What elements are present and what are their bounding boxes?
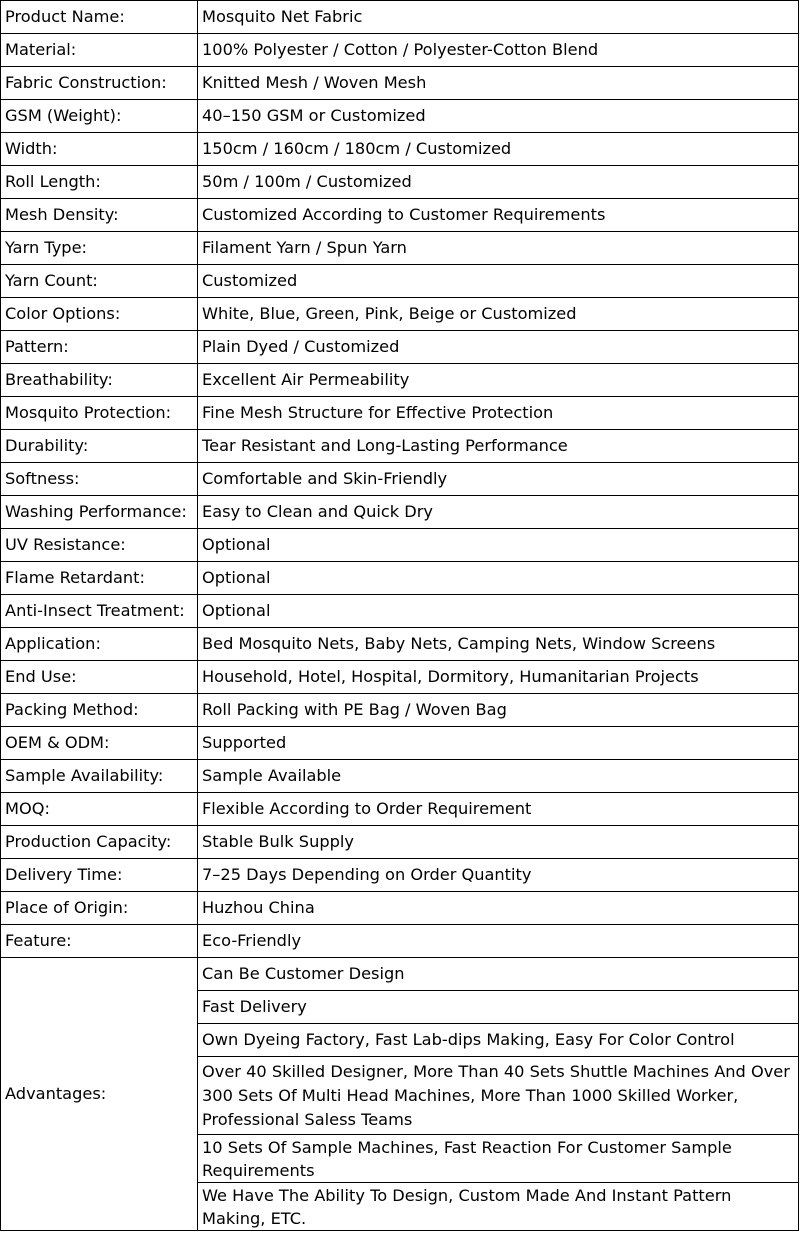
advantages-label: Advantages: xyxy=(1,958,198,1231)
spec-value: Flexible According to Order Requirement xyxy=(198,793,799,826)
spec-value: Filament Yarn / Spun Yarn xyxy=(198,232,799,265)
spec-label: Feature: xyxy=(1,925,198,958)
spec-label: End Use: xyxy=(1,661,198,694)
spec-label: Delivery Time: xyxy=(1,859,198,892)
spec-row xyxy=(1,562,799,595)
spec-value: Roll Packing with PE Bag / Woven Bag xyxy=(198,694,799,727)
spec-label: Application: xyxy=(1,628,198,661)
spec-label: Flame Retardant: xyxy=(1,562,198,595)
spec-value: Stable Bulk Supply xyxy=(198,826,799,859)
spec-label: Product Name: xyxy=(1,1,198,34)
spec-label: Durability: xyxy=(1,430,198,463)
spec-row xyxy=(1,331,799,364)
spec-value: Fine Mesh Structure for Effective Protection xyxy=(198,397,799,430)
spec-value: 150cm / 160cm / 180cm / Customized xyxy=(198,133,799,166)
spec-row xyxy=(1,199,799,232)
spec-value: Easy to Clean and Quick Dry xyxy=(198,496,799,529)
spec-label: Washing Performance: xyxy=(1,496,198,529)
spec-value: Mosquito Net Fabric xyxy=(198,1,799,34)
spec-row xyxy=(1,34,799,67)
spec-value: Optional xyxy=(198,529,799,562)
spec-row xyxy=(1,529,799,562)
spec-row xyxy=(1,364,799,397)
spec-row xyxy=(1,826,799,859)
spec-label: Softness: xyxy=(1,463,198,496)
spec-table-body xyxy=(1,1,799,1231)
spec-row xyxy=(1,100,799,133)
advantage-item: Can Be Customer Design xyxy=(198,958,799,991)
advantage-item: 10 Sets Of Sample Machines, Fast Reaction For Customer Sample Requirements xyxy=(198,1135,799,1183)
spec-label: Breathability: xyxy=(1,364,198,397)
spec-row xyxy=(1,925,799,958)
spec-label: Material: xyxy=(1,34,198,67)
spec-label: GSM (Weight): xyxy=(1,100,198,133)
spec-row xyxy=(1,67,799,100)
spec-value: Household, Hotel, Hospital, Dormitory, Humanitarian Projects xyxy=(198,661,799,694)
spec-row xyxy=(1,859,799,892)
spec-value: Optional xyxy=(198,562,799,595)
spec-label: OEM & ODM: xyxy=(1,727,198,760)
spec-value: Optional xyxy=(198,595,799,628)
spec-value: Excellent Air Permeability xyxy=(198,364,799,397)
spec-value: Knitted Mesh / Woven Mesh xyxy=(198,67,799,100)
spec-label: Width: xyxy=(1,133,198,166)
spec-row xyxy=(1,430,799,463)
spec-row xyxy=(1,892,799,925)
spec-label: Sample Availability: xyxy=(1,760,198,793)
spec-value: Comfortable and Skin-Friendly xyxy=(198,463,799,496)
spec-row xyxy=(1,727,799,760)
spec-label: MOQ: xyxy=(1,793,198,826)
spec-row xyxy=(1,166,799,199)
spec-row xyxy=(1,265,799,298)
spec-label: Color Options: xyxy=(1,298,198,331)
spec-row xyxy=(1,760,799,793)
spec-value: Customized According to Customer Requirements xyxy=(198,199,799,232)
spec-value: 40–150 GSM or Customized xyxy=(198,100,799,133)
spec-label: Production Capacity: xyxy=(1,826,198,859)
spec-row xyxy=(1,661,799,694)
spec-value: Plain Dyed / Customized xyxy=(198,331,799,364)
spec-row xyxy=(1,496,799,529)
spec-row xyxy=(1,133,799,166)
spec-row xyxy=(1,463,799,496)
advantage-item: Own Dyeing Factory, Fast Lab-dips Making, Easy For Color Control xyxy=(198,1024,799,1057)
spec-row xyxy=(1,595,799,628)
spec-row xyxy=(1,793,799,826)
spec-label: Fabric Construction: xyxy=(1,67,198,100)
spec-value: Tear Resistant and Long-Lasting Performance xyxy=(198,430,799,463)
spec-label: Yarn Count: xyxy=(1,265,198,298)
spec-label: Place of Origin: xyxy=(1,892,198,925)
advantage-item: Over 40 Skilled Designer, More Than 40 Sets Shuttle Machines And Over 300 Sets Of Multi Head Machines, More Than 1000 Skilled Worker, Professional Saless Teams xyxy=(198,1057,799,1135)
spec-label: Anti-Insect Treatment: xyxy=(1,595,198,628)
spec-row xyxy=(1,694,799,727)
spec-row xyxy=(1,397,799,430)
spec-label: Roll Length: xyxy=(1,166,198,199)
advantage-item: Fast Delivery xyxy=(198,991,799,1024)
spec-label: Packing Method: xyxy=(1,694,198,727)
spec-value: White, Blue, Green, Pink, Beige or Customized xyxy=(198,298,799,331)
spec-label: Mesh Density: xyxy=(1,199,198,232)
spec-value: Huzhou China xyxy=(198,892,799,925)
spec-row xyxy=(1,1,799,34)
spec-value: Customized xyxy=(198,265,799,298)
advantage-item: We Have The Ability To Design, Custom Made And Instant Pattern Making, ETC. xyxy=(198,1183,799,1231)
spec-value: 100% Polyester / Cotton / Polyester-Cotton Blend xyxy=(198,34,799,67)
spec-row xyxy=(1,628,799,661)
spec-label: Yarn Type: xyxy=(1,232,198,265)
advantages-row xyxy=(1,958,799,991)
spec-row xyxy=(1,298,799,331)
spec-value: Eco-Friendly xyxy=(198,925,799,958)
spec-value: 50m / 100m / Customized xyxy=(198,166,799,199)
spec-value: Sample Available xyxy=(198,760,799,793)
spec-value: Bed Mosquito Nets, Baby Nets, Camping Nets, Window Screens xyxy=(198,628,799,661)
spec-value: 7–25 Days Depending on Order Quantity xyxy=(198,859,799,892)
spec-label: Mosquito Protection: xyxy=(1,397,198,430)
spec-value: Supported xyxy=(198,727,799,760)
spec-row xyxy=(1,232,799,265)
spec-label: UV Resistance: xyxy=(1,529,198,562)
spec-label: Pattern: xyxy=(1,331,198,364)
